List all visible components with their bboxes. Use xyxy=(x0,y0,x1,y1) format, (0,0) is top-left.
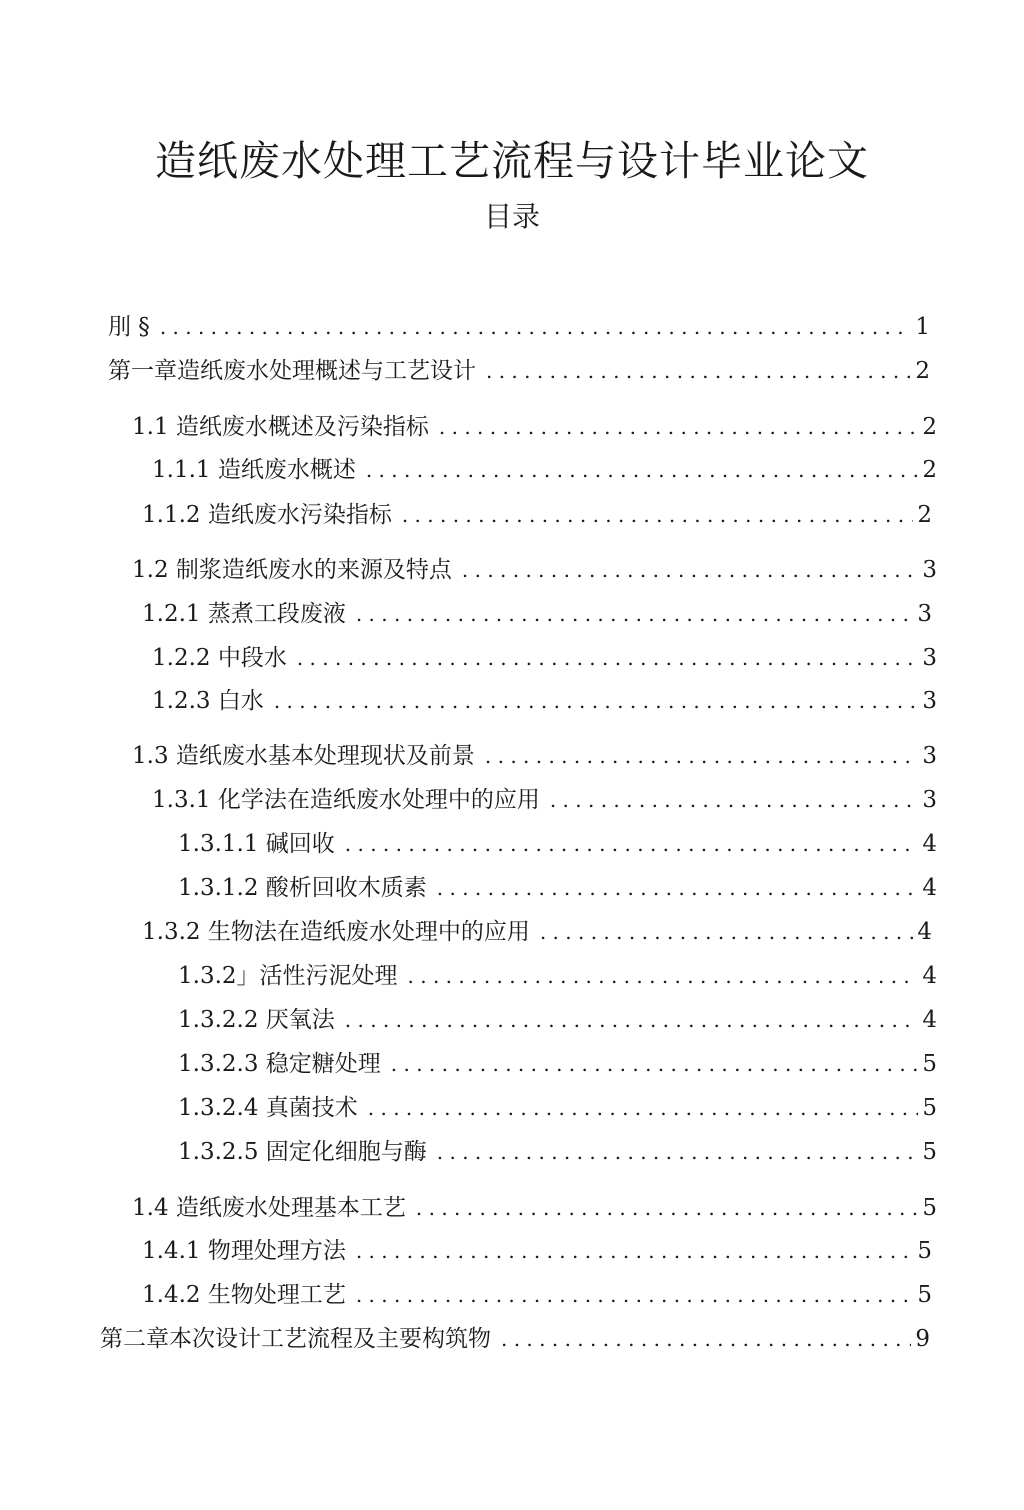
toc-dot-leader xyxy=(345,1005,919,1035)
toc-entry[interactable] xyxy=(108,312,930,342)
toc-entry[interactable] xyxy=(178,1049,937,1079)
toc-dot-leader xyxy=(416,1193,918,1223)
toc-entry-label: 刖 § xyxy=(108,314,150,340)
toc-dot-leader xyxy=(485,741,918,771)
toc-dot-leader xyxy=(366,455,919,485)
toc-dot-leader xyxy=(356,599,914,629)
toc-entry-label: 1.3.2.3 稳定糖处理 xyxy=(178,1051,381,1077)
toc-dot-leader xyxy=(297,643,919,673)
toc-page-number: 2 xyxy=(915,358,930,384)
toc-page-number: 3 xyxy=(922,787,937,813)
toc-page-number: 5 xyxy=(917,1282,932,1308)
toc-dot-leader xyxy=(501,1324,911,1354)
toc-page-number: 1 xyxy=(915,314,930,340)
toc-entry-label: 1.3.2 生物法在造纸废水处理中的应用 xyxy=(142,919,530,945)
toc-entry[interactable] xyxy=(178,1093,937,1123)
toc-dot-leader xyxy=(437,873,919,903)
toc-entry[interactable] xyxy=(132,741,937,771)
toc-dot-leader xyxy=(486,356,911,386)
toc-page-number: 5 xyxy=(922,1139,937,1165)
toc-entry-label: 1.2 制浆造纸废水的来源及特点 xyxy=(132,557,452,583)
toc-entry-label: 第一章造纸废水处理概述与工艺设计 xyxy=(108,358,476,384)
toc-dot-leader xyxy=(160,312,912,342)
toc-page-number: 3 xyxy=(922,557,937,583)
toc-entry-label: 1.2.2 中段水 xyxy=(152,645,287,671)
toc-dot-leader xyxy=(540,917,914,947)
toc-entry[interactable] xyxy=(178,1137,937,1167)
toc-dot-leader xyxy=(439,412,918,442)
toc-entry-label: 1.3 造纸废水基本处理现状及前景 xyxy=(132,743,475,769)
toc-entry-label: 1.3.1.1 碱回收 xyxy=(178,831,335,857)
toc-entry[interactable] xyxy=(142,1280,932,1310)
toc-entry-label: 1.2.1 蒸煮工段废液 xyxy=(142,601,346,627)
toc-heading: 目录 xyxy=(483,200,540,233)
toc-entry-label: 第二章本次设计工艺流程及主要构筑物 xyxy=(100,1326,491,1352)
toc-entry-label: 1.4 造纸废水处理基本工艺 xyxy=(132,1195,406,1221)
toc-dot-leader xyxy=(356,1280,914,1310)
toc-dot-leader xyxy=(550,785,919,815)
document-title: 造纸废水处理工艺流程与设计毕业论文 xyxy=(155,137,869,185)
toc-page-number: 3 xyxy=(922,645,937,671)
toc-dot-leader xyxy=(345,829,919,859)
toc-entry[interactable] xyxy=(142,599,932,629)
toc-entry-label: 1.3.2.2 厌氧法 xyxy=(178,1007,335,1033)
toc-page-number: 5 xyxy=(922,1095,937,1121)
toc-entry-label: 1.1.2 造纸废水污染指标 xyxy=(142,502,392,528)
toc-page-number: 3 xyxy=(922,743,937,769)
toc-entry[interactable] xyxy=(142,1236,932,1266)
toc-entry[interactable] xyxy=(152,455,937,485)
toc-entry[interactable] xyxy=(132,412,937,442)
toc-entry[interactable] xyxy=(152,643,937,673)
toc-entry[interactable] xyxy=(152,686,937,716)
toc-page-number: 4 xyxy=(922,875,937,901)
toc-entry[interactable] xyxy=(178,829,937,859)
toc-entry-label: 1.4.1 物理处理方法 xyxy=(142,1238,346,1264)
toc-dot-leader xyxy=(391,1049,919,1079)
toc-dot-leader xyxy=(274,686,919,716)
toc-entry-label: 1.3.1.2 酸析回收木质素 xyxy=(178,875,427,901)
toc-entry[interactable] xyxy=(132,555,937,585)
toc-entry-label: 1.3.2.4 真菌技术 xyxy=(178,1095,358,1121)
toc-page-number: 4 xyxy=(922,963,937,989)
toc-dot-leader xyxy=(462,555,918,585)
toc-entry-label: 1.3.2」活性污泥处理 xyxy=(178,963,398,989)
toc-entry[interactable] xyxy=(108,356,930,386)
toc-entry-label: 1.1 造纸废水概述及污染指标 xyxy=(132,414,429,440)
toc-page-number: 3 xyxy=(917,601,932,627)
toc-entry[interactable] xyxy=(152,785,937,815)
toc-dot-leader xyxy=(437,1137,919,1167)
toc-page-number: 4 xyxy=(922,831,937,857)
toc-page-number: 5 xyxy=(922,1195,937,1221)
toc-dot-leader xyxy=(356,1236,914,1266)
toc-page-number: 9 xyxy=(915,1326,930,1352)
toc-dot-leader xyxy=(408,961,919,991)
toc-entry[interactable] xyxy=(142,917,932,947)
toc-page-number: 2 xyxy=(922,457,937,483)
toc-entry[interactable] xyxy=(178,1005,937,1035)
toc-page-number: 3 xyxy=(922,688,937,714)
toc-page-number: 2 xyxy=(922,414,937,440)
toc-entry[interactable] xyxy=(178,961,937,991)
toc-entry[interactable] xyxy=(178,873,937,903)
toc-page-number: 4 xyxy=(917,919,932,945)
toc-entry-label: 1.1.1 造纸废水概述 xyxy=(152,457,356,483)
toc-entry-label: 1.4.2 生物处理工艺 xyxy=(142,1282,346,1308)
toc-entry[interactable] xyxy=(132,1193,937,1223)
toc-entry-label: 1.3.2.5 固定化细胞与酶 xyxy=(178,1139,427,1165)
toc-page-number: 4 xyxy=(922,1007,937,1033)
toc-page-number: 2 xyxy=(917,502,932,528)
toc-entry-label: 1.2.3 白水 xyxy=(152,688,264,714)
toc-dot-leader xyxy=(368,1093,919,1123)
toc-page-number: 5 xyxy=(922,1051,937,1077)
toc-dot-leader xyxy=(402,500,914,530)
toc-entry[interactable] xyxy=(142,500,932,530)
toc-entry[interactable] xyxy=(100,1324,930,1354)
toc-page-number: 5 xyxy=(917,1238,932,1264)
toc-entry-label: 1.3.1 化学法在造纸废水处理中的应用 xyxy=(152,787,540,813)
